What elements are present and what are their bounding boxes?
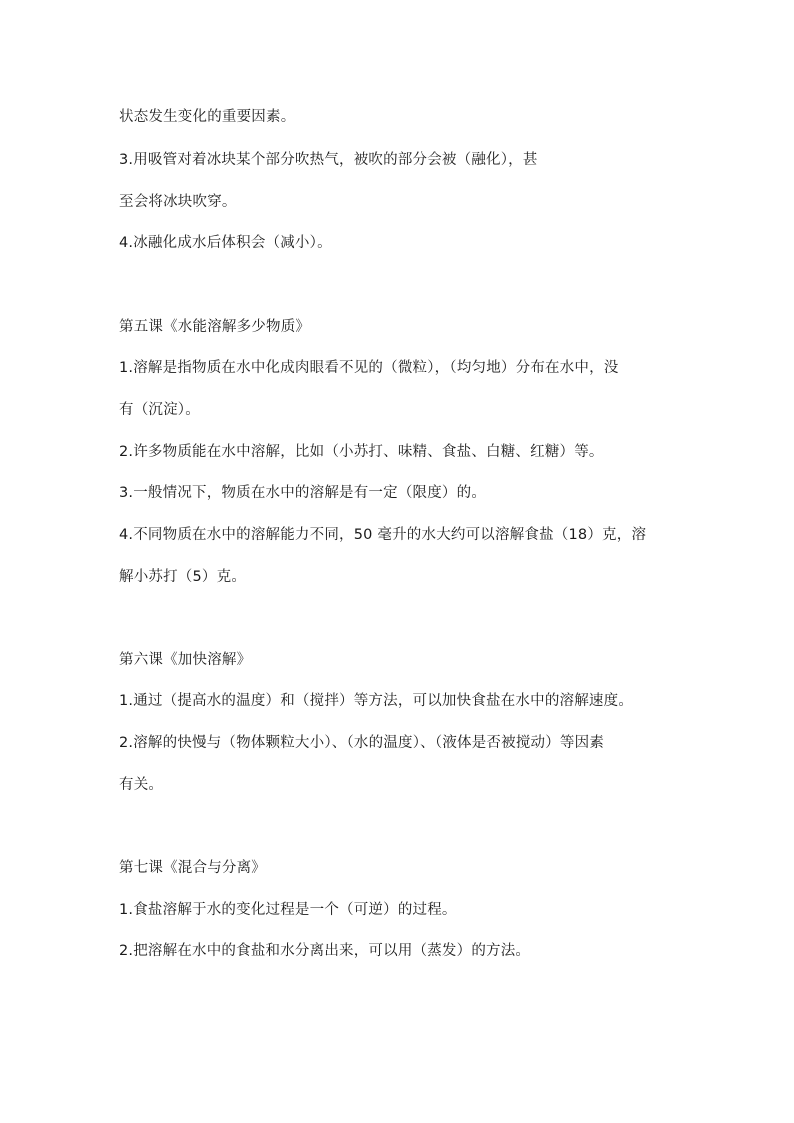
text-line: 解小苏打（5）克。 <box>119 569 247 585</box>
text-line: 1.通过（提高水的温度）和（搅拌）等方法，可以加快食盐在水中的溶解速度。 <box>119 693 634 709</box>
text-line: 状态发生变化的重要因素。 <box>119 109 296 125</box>
text-line: 4.不同物质在水中的溶解能力不同，50 毫升的水大约可以溶解食盐（18）克，溶 <box>119 527 647 543</box>
text-line: 1.食盐溶解于水的变化过程是一个（可逆）的过程。 <box>119 902 457 918</box>
lesson-heading: 第五课《水能溶解多少物质》 <box>119 319 311 335</box>
text-line: 至会将冰块吹穿。 <box>119 194 237 210</box>
text-line: 3.用吸管对着冰块某个部分吹热气，被吹的部分会被（融化），甚 <box>119 152 538 168</box>
text-line: 4.冰融化成水后体积会（减小）。 <box>119 235 332 251</box>
text-line: 2.溶解的快慢与（物体颗粒大小）、（水的温度）、（液体是否被搅动）等因素 <box>119 735 605 751</box>
text-line: 1.溶解是指物质在水中化成肉眼看不见的（微粒），（均匀地）分布在水中，没 <box>119 360 619 376</box>
text-line: 有（沉淀）。 <box>119 402 200 418</box>
text-line: 有关。 <box>119 777 164 793</box>
text-line: 3.一般情况下，物质在水中的溶解是有一定（限度）的。 <box>119 485 487 501</box>
text-line: 2.许多物质能在水中溶解，比如（小苏打、味精、食盐、白糖、红糖）等。 <box>119 444 604 460</box>
lesson-heading: 第六课《加快溶解》 <box>119 652 252 668</box>
lesson-heading: 第七课《混合与分离》 <box>119 860 266 876</box>
text-line: 2.把溶解在水中的食盐和水分离出来，可以用（蒸发）的方法。 <box>119 943 531 959</box>
